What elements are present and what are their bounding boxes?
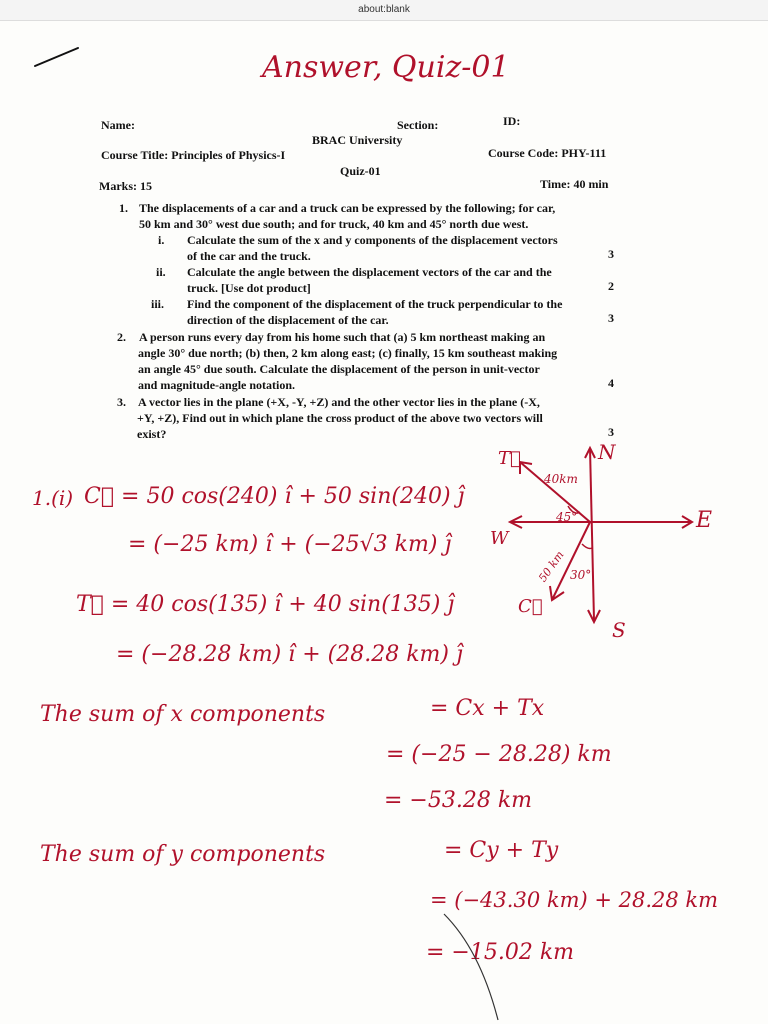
truck-length-label: 40km [544,472,578,486]
q2-text-line3: an angle 45° due south. Calculate the displacement of the person in unit-vector [138,362,540,376]
time-limit: Time: 40 min [540,177,609,191]
course-title: Course Title: Principles of Physics-I [101,148,286,162]
north-south-axis [590,448,594,620]
q2-number: 2. [117,330,126,344]
q3-text-line1: A vector lies in the plane (+X, -Y, +Z) and the other vector lies in the plane (-X, [138,395,540,409]
q1iii-text-line1: Find the component of the displacement of the truck perpendicular to the [187,297,563,311]
url-text: about:blank [358,4,410,15]
x-sum-values: = (−25 − 28.28) km [386,742,612,767]
car-vector-label: C⃗ [518,596,543,617]
id-label: ID: [503,114,521,128]
pen-stroke-mark [30,42,90,72]
car-vector-eq: C⃗ = 50 cos(240) î + 50 sin(240) ĵ [84,484,465,509]
q1i-text-line1: Calculate the sum of the x and y components of the displacement vectors [187,233,558,247]
y-sum-result: = −15.02 km [426,940,575,965]
x-sum-result: = −53.28 km [384,788,533,813]
university-name: BRAC University [312,133,403,147]
truck-vector-eq: T⃗ = 40 cos(135) î + 40 sin(135) ĵ [76,592,455,617]
q1iii-number: iii. [151,297,165,311]
truck-vector-label: T⃗ [498,448,521,469]
q1-number: 1. [119,201,128,215]
y-sum-values: = (−43.30 km) + 28.28 km [430,888,719,912]
q1i-number: i. [158,233,165,247]
q3-text-line3: exist? [137,427,167,441]
answer-label: 1.(i) [32,486,74,510]
scanned-page [0,20,768,1024]
q1ii-text-line1: Calculate the angle between the displacement vectors of the car and the [187,265,552,279]
angle-arc-30 [582,544,592,549]
q1iii-text-line2: direction of the displacement of the car. [187,313,389,327]
name-label: Name: [101,118,135,132]
q1-text-line1: The displacements of a car and a truck can be expressed by the following; for car, [139,201,556,215]
x-sum-label: The sum of x components [40,702,326,727]
q3-number: 3. [117,395,126,409]
answer-title: Answer, Quiz-01 [262,50,510,85]
y-sum-eq: = Cy + Ty [444,838,559,863]
angle-30-label: 30° [570,568,592,582]
x-sum-eq: = Cx + Tx [430,696,545,721]
q3-marks: 3 [608,425,614,439]
west-label: W [490,528,509,549]
q1iii-marks: 3 [608,311,614,325]
q2-text-line2: angle 30° due north; (b) then, 2 km along east; (c) finally, 15 km southeast making [138,346,558,360]
q3-text-line2: +Y, +Z), Find out in which plane the cross product of the above two vectors will [137,411,543,425]
quiz-name: Quiz-01 [340,164,381,178]
south-label: S [612,618,626,642]
angle-45-label: 45° [556,510,578,524]
east-label: E [696,508,713,533]
truck-vector-components: = (−28.28 km) î + (28.28 km) ĵ [116,642,463,667]
q1i-text-line2: of the car and the truck. [187,249,311,263]
q1i-marks: 3 [608,247,614,261]
q2-text-line1: A person runs every day from his home such that (a) 5 km northeast making an [139,330,546,344]
car-vector-components: = (−25 km) î + (−25√3 km) ĵ [128,532,452,557]
q2-text-line4: and magnitude-angle notation. [138,378,296,392]
browser-address-bar[interactable] [0,0,768,21]
car-length-label: 50 km [536,548,567,585]
north-label: N [598,440,616,464]
q1-text-line2: 50 km and 30° west due south; and for truck, 40 km and 45° north due west. [139,217,529,231]
y-sum-label: The sum of y components [40,842,326,867]
q2-marks: 4 [608,376,614,390]
course-code: Course Code: PHY-111 [488,146,607,160]
q1ii-marks: 2 [608,279,614,293]
marks-total: Marks: 15 [99,179,152,193]
vector-diagram [470,440,730,660]
pen-stroke-mark [440,910,520,1024]
q1ii-number: ii. [156,265,166,279]
q1ii-text-line2: truck. [Use dot product] [187,281,311,295]
section-label: Section: [397,118,439,132]
